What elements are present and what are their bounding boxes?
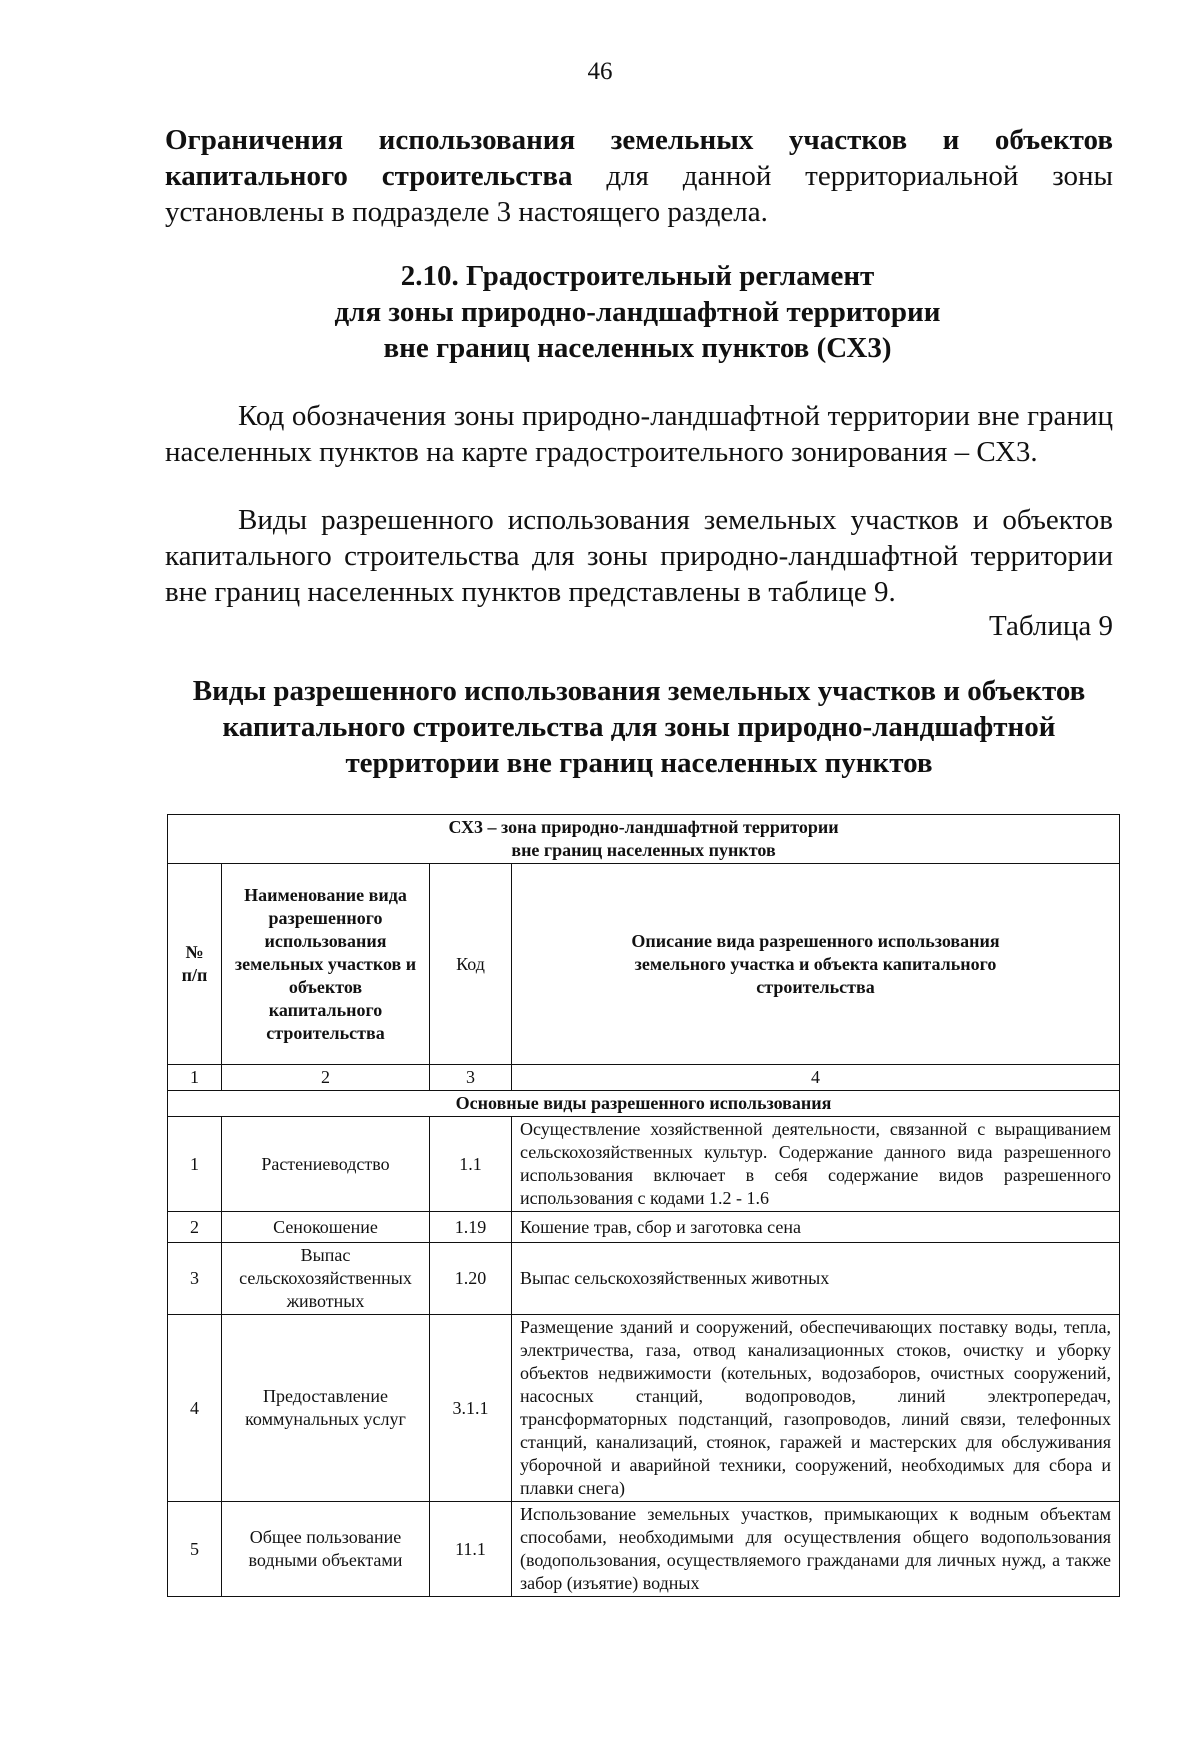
row-name: Сенокошение: [222, 1212, 430, 1243]
table-label: Таблица 9: [988, 610, 1113, 642]
row-number: 3: [168, 1243, 222, 1315]
column-header-row: [168, 864, 1120, 1065]
table-row: [168, 1502, 1120, 1597]
row-name: Растениеводство: [222, 1117, 430, 1212]
column-number-row: [168, 1065, 1120, 1091]
zone-header-line-2: вне границ населенных пунктов: [511, 840, 776, 860]
row-number: 4: [168, 1315, 222, 1502]
row-description: Использование земельных участков, примыкающих к водным объектам способами, необходимыми для осуществления общего водопользования (водопользования, осуществляемого гражданами для личных нужд, а также забор (изъятие) водных: [512, 1502, 1120, 1597]
table-title-line-2: капитального строительства для зоны природно-ландшафтной: [222, 711, 1056, 743]
zone-code-paragraph: Код обозначения зоны природно-ландшафтной территории вне границ населенных пунктов на карте градостроительного зонирования – СХ3.: [165, 400, 1113, 468]
permitted-uses-paragraph: Виды разрешенного использования земельных участков и объектов капитального строительства для зоны природно-ландшафтной территории вне границ населенных пунктов представлены в таблице 9.: [165, 504, 1113, 608]
table-row: [168, 1315, 1120, 1502]
zone-header-row: [168, 815, 1120, 864]
intro-bold-text: Ограничения использования земельных участков и объектов капитального строительства: [165, 124, 1113, 192]
table-row: [168, 1212, 1120, 1243]
row-code: 1.20: [430, 1243, 512, 1315]
row-code: 3.1.1: [430, 1315, 512, 1502]
row-number: 2: [168, 1212, 222, 1243]
row-number: 1: [168, 1117, 222, 1212]
page-number: 46: [587, 58, 613, 85]
row-description: Размещение зданий и сооружений, обеспечивающих поставку воды, тепла, электричества, газа, отвод канализационных стоков, очистку и уборку объектов недвижимости (котельных, водозаборов, очистных сооружений, насосных станций, водопроводов, линий электропередач, трансформаторных подстанций, газопроводов, линий связи, телефонных станций, канализаций, стоянок, гаражей и мастерских для обслуживания уборочной и аварийной техники, сооружений, необходимых для сбора и плавки снега): [512, 1315, 1120, 1502]
row-code: 1.1: [430, 1117, 512, 1212]
section-title-line-1: 2.10. Градостроительный регламент: [400, 260, 875, 292]
zone-header-cell: [168, 815, 1120, 864]
table-title: [165, 673, 1113, 781]
header-name: Наименование вида разрешенного использования земельных участков и объектов капитального строительства: [222, 864, 430, 1065]
group-label: Основные виды разрешенного использования: [168, 1091, 1120, 1117]
column-number-1: 1: [168, 1065, 222, 1091]
table-title-line-3: территории вне границ населенных пунктов: [345, 747, 933, 779]
header-num: № п/п: [168, 864, 222, 1065]
section-title-line-3: вне границ населенных пунктов (СХ3): [383, 332, 892, 364]
row-code: 11.1: [430, 1502, 512, 1597]
section-title-line-2: для зоны природно-ландшафтной территории: [334, 296, 941, 328]
table-row: [168, 1117, 1120, 1212]
permitted-uses-table: [167, 814, 1120, 1597]
table-row: [168, 1243, 1120, 1315]
row-code: 1.19: [430, 1212, 512, 1243]
column-number-2: 2: [222, 1065, 430, 1091]
row-description: Кошение трав, сбор и заготовка сена: [512, 1212, 1120, 1243]
row-number: 5: [168, 1502, 222, 1597]
row-name: Выпас сельскохозяйственных животных: [222, 1243, 430, 1315]
row-description: Осуществление хозяйственной деятельности, связанной с выращиванием сельскохозяйственных культур. Содержание данного вида разрешенного использования включает в себя содержание видов разрешенного использования с кодами 1.2 - 1.6: [512, 1117, 1120, 1212]
section-title: [0, 258, 1200, 366]
zone-header-line-1: СХ3 – зона природно-ландшафтной территории: [448, 817, 839, 837]
table-title-line-1: Виды разрешенного использования земельных участков и объектов: [192, 675, 1086, 707]
intro-rest-text: для данной территориальной зоны установлены в подразделе 3 настоящего раздела.: [165, 160, 1113, 228]
header-code: Код: [430, 864, 512, 1065]
column-number-3: 3: [430, 1065, 512, 1091]
group-row: [168, 1091, 1120, 1117]
intro-paragraph: [165, 122, 1113, 230]
column-number-4: 4: [512, 1065, 1120, 1091]
header-description: Описание вида разрешенного использования земельного участка и объекта капитального строительства: [512, 864, 1120, 1065]
row-description: Выпас сельскохозяйственных животных: [512, 1243, 1120, 1315]
row-name: Предоставление коммунальных услуг: [222, 1315, 430, 1502]
row-name: Общее пользование водными объектами: [222, 1502, 430, 1597]
